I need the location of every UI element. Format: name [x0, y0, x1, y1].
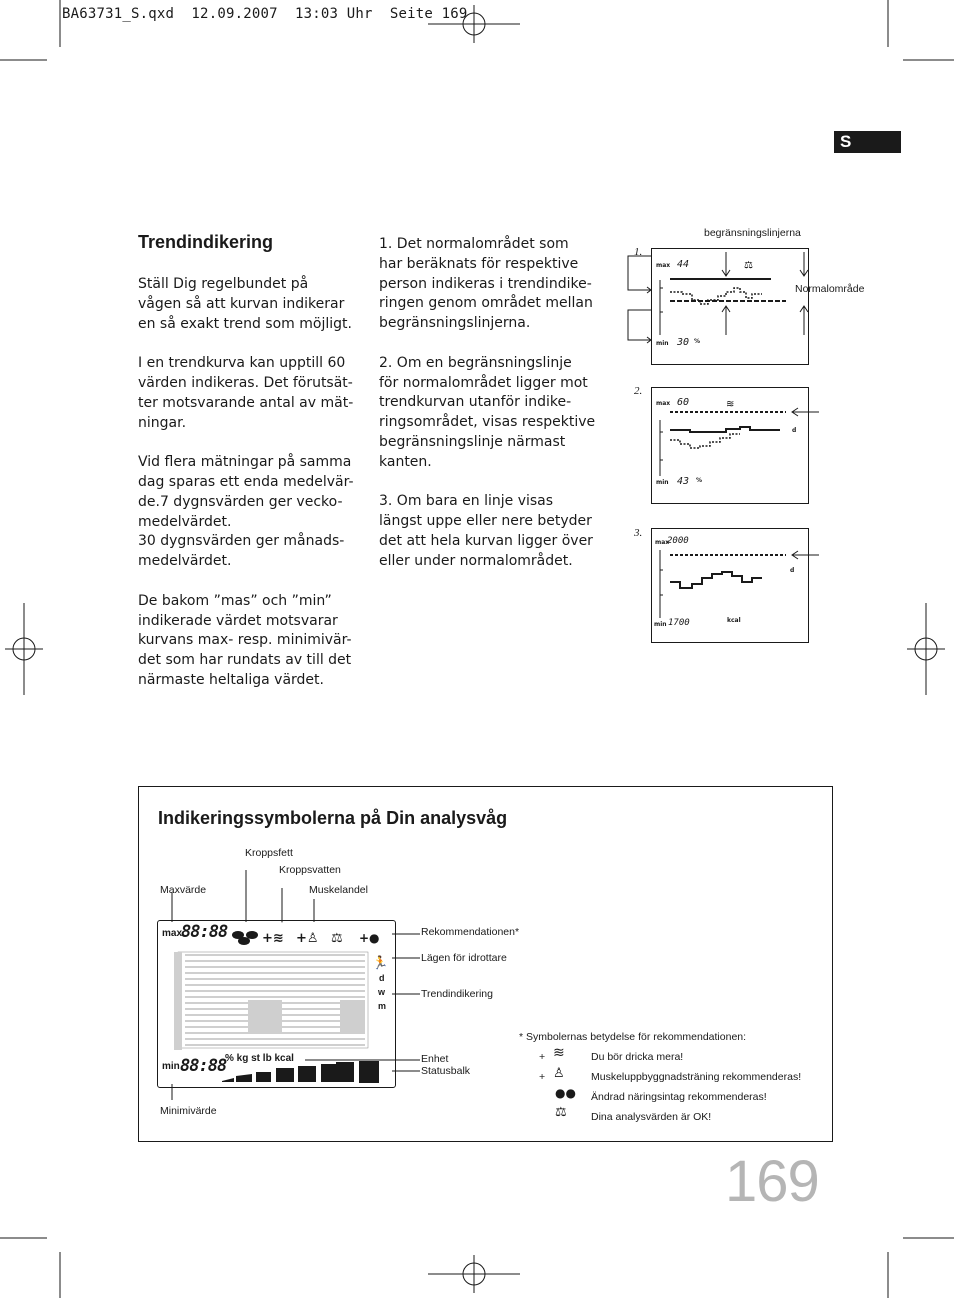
label-status-bar: Statusbalk — [421, 1065, 471, 1077]
trend-curve-1 — [626, 240, 826, 380]
text-line: dag sparas ett enda medelvär- — [138, 473, 354, 490]
lcd-max-digits: 88:88 — [181, 922, 228, 942]
diagram-unit: kcal — [727, 617, 741, 624]
paragraph — [138, 592, 368, 691]
text-line: person indikeras i trendindike- — [379, 275, 592, 292]
text-line: det som har rundats av till det — [138, 652, 352, 669]
diagram-number-1: 1. — [634, 246, 643, 258]
diagram-max-label: max — [656, 262, 671, 269]
water-waves-icon: ≋ — [726, 399, 735, 410]
page-number: 169 — [725, 1149, 819, 1214]
text-line: 2. Om en begränsningslinje — [379, 354, 572, 371]
diagram-min-label: min — [656, 340, 669, 347]
muscle-icon: ♙ — [553, 1066, 565, 1081]
diagram-side-letter: d — [790, 567, 795, 574]
apple-icon: +● — [359, 931, 380, 945]
paragraph — [138, 453, 368, 572]
paragraph — [138, 275, 368, 334]
footnote-title: * Symbolernas betydelse för rekommendationen: — [519, 1031, 747, 1043]
diagram-min-value: 1700 — [668, 618, 690, 628]
text-line: har beräknats för respektive — [379, 255, 579, 272]
paragraph — [138, 354, 368, 433]
diagram-max-value: 60 — [677, 397, 690, 408]
diagram-unit: % — [696, 477, 703, 484]
label-min-value: Minimivärde — [160, 1105, 217, 1117]
label-trend: Trendindikering — [421, 988, 493, 1000]
apple-icon: ●● — [555, 1086, 576, 1100]
footnote-text: Dina analysvärden är OK! — [591, 1111, 712, 1123]
diagram-min-value: 43 — [677, 476, 690, 487]
text-line: indikerade värdet motsvarar — [138, 612, 338, 629]
diagram-min-value: 30 — [677, 337, 690, 348]
lcd-month-letter: m — [378, 1001, 387, 1011]
annotation-normal-range: Normalområde — [795, 283, 865, 295]
scale-icon: ⚖ — [331, 931, 343, 946]
diagram-unit: % — [694, 338, 701, 345]
text-line: medelvärdet. — [138, 553, 232, 570]
diagram-max-label: max — [655, 539, 670, 546]
trend-curve-3 — [626, 520, 826, 660]
text-line: eller under normalområdet. — [379, 552, 573, 569]
text-line: ringen genom området mellan — [379, 295, 593, 312]
text-line: kanten. — [379, 453, 432, 470]
text-line: Vid flera mätningar på samma — [138, 454, 352, 471]
lcd-max-label: max — [162, 928, 183, 939]
diagram-number-2: 2. — [634, 385, 643, 397]
diagram-number-3: 3. — [634, 527, 643, 539]
diagram-min-label: min — [656, 479, 669, 486]
footnote-text: Du bör dricka mera! — [591, 1051, 684, 1063]
text-line: det att hela kurvan ligger över — [379, 532, 593, 549]
footnote-text: Muskeluppbyggnadsträning rekommenderas! — [591, 1071, 802, 1083]
lcd-day-letter: d — [379, 973, 385, 983]
section-title-symbols: Indikeringssymbolerna på Din analysvåg — [158, 808, 508, 828]
water-waves-icon: ≋ — [553, 1045, 565, 1061]
text-line: ningar. — [138, 414, 187, 431]
paragraph — [379, 354, 604, 473]
lcd-min-digits: 88:88 — [180, 1056, 227, 1076]
text-line: 3. Om bara en linje visas — [379, 493, 554, 510]
label-muscle: Muskelandel — [309, 884, 368, 896]
text-line: trendkurvan utanför indike- — [379, 394, 572, 411]
text-line: begränsningslinje närmast — [379, 433, 566, 450]
text-line: vågen så att kurvan indikerar — [138, 295, 345, 312]
text-line: ter motsvarande antal av mät- — [138, 394, 354, 411]
text-line: 30 dygnsvärden ger månads- — [138, 533, 345, 550]
text-line: begränsningslinjerna. — [379, 315, 531, 332]
text-line: medelvärdet. — [138, 513, 232, 530]
text-column-1 — [138, 275, 368, 711]
muscle-icon: +♙ — [296, 931, 319, 946]
label-recommendation: Rekommendationen* — [421, 926, 520, 938]
text-line: kurvans max- resp. minimivär- — [138, 632, 352, 649]
trend-curve-2 — [626, 380, 826, 520]
label-body-fat: Kroppsfett — [245, 847, 293, 859]
label-max-value: Maxvärde — [160, 884, 207, 896]
athlete-icon: 🏃 — [372, 956, 389, 971]
paragraph — [379, 235, 604, 334]
text-line: ringsområdet, visas respektive — [379, 414, 596, 431]
text-line: en så exakt trend som möjligt. — [138, 315, 352, 332]
text-line: längst uppe eller nere betyder — [379, 513, 592, 530]
diagram-side-letter: d — [792, 427, 797, 434]
lcd-week-letter: w — [378, 987, 386, 997]
annotation-limit-lines: begränsningslinjerna — [704, 227, 801, 239]
text-line: De bakom ”mas” och ”min” — [138, 592, 332, 609]
paragraph — [379, 492, 604, 571]
section-title-trend: Trendindikering — [138, 232, 274, 252]
text-line: värden indikeras. Det förutsät- — [138, 374, 353, 391]
label-unit: Enhet — [421, 1053, 449, 1065]
lcd-graphics — [130, 870, 530, 1110]
muscle-icon: ⚖ — [744, 260, 753, 271]
diagram-max-value: 2000 — [667, 536, 689, 546]
file-header: BA63731_S.qxd 12.09.2007 13:03 Uhr Seite 169 — [62, 6, 468, 22]
diagram-min-label: min — [654, 621, 667, 628]
text-line: I en trendkurva kan upptill 60 — [138, 355, 346, 372]
label-body-water: Kroppsvatten — [279, 864, 341, 876]
text-line: de.7 dygnsvärden ger vecko- — [138, 493, 343, 510]
lcd-units: % kg st lb kcal — [225, 1053, 294, 1064]
text-column-2 — [379, 235, 604, 591]
footnote-prefix: + — [539, 1071, 546, 1083]
water-waves-icon: +≋ — [262, 931, 284, 946]
footnote-text: Ändrad näringsintag rekommenderas! — [591, 1091, 767, 1103]
text-line: för normalområdet ligger mot — [379, 374, 588, 391]
lcd-min-label: min — [162, 1061, 180, 1072]
footnote-prefix: + — [539, 1051, 546, 1063]
diagram-max-label: max — [656, 400, 671, 407]
text-line: närmaste heltaliga värdet. — [138, 671, 324, 688]
text-line: Ställ Dig regelbundet på — [138, 276, 309, 292]
language-tab: S — [834, 131, 901, 153]
diagram-max-value: 44 — [677, 259, 690, 270]
scale-icon: ⚖ — [555, 1105, 567, 1120]
text-line: 1. Det normalområdet som — [379, 236, 569, 252]
label-athlete-mode: Lägen för idrottare — [421, 952, 507, 964]
